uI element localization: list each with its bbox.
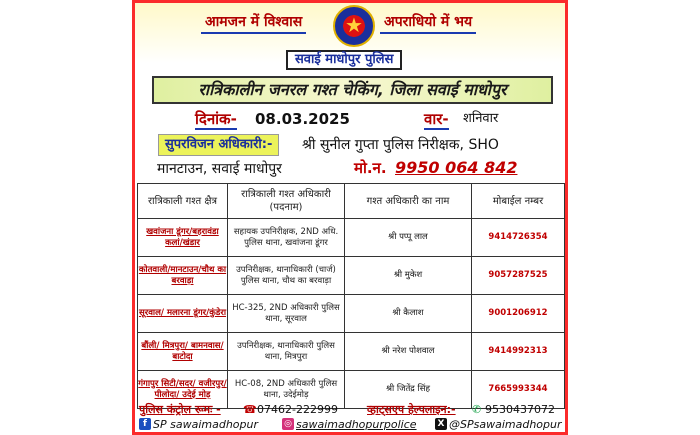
phone-icon: ☎ — [243, 403, 257, 416]
table-row — [138, 333, 565, 371]
supervisor-label: सुपरविजन अधिकारी:- — [158, 134, 279, 156]
area-cell: गंगापुर सिटी/सदर/ वजीरपुर/ पीलोदा/ उदेई मोड़ — [138, 371, 228, 409]
table-row — [138, 295, 565, 333]
control-room-label: पुलिस कंट्रोल रूमः - — [139, 403, 221, 416]
x-handle: @SPsawaimadhopur — [449, 418, 562, 431]
day-value: शनिवार — [463, 111, 499, 126]
supervisor-mobile-label: मो.न. — [354, 159, 387, 177]
officer-cell: उपनिरीक्षक, थानाधिकारी (चार्ज) पुलिस थाना, चौथ का बरवाड़ा — [228, 257, 345, 295]
patrol-table — [137, 183, 565, 409]
whatsapp-label: व्हाट्सएप हेल्पलाइन:- — [367, 403, 456, 416]
date-value: 08.03.2025 — [255, 110, 350, 128]
mobile-cell: 9001206912 — [472, 295, 565, 333]
column-header-mobile: मोबाईल नम्बर — [472, 184, 565, 219]
slogan-right: अपराधियो में भय — [380, 12, 476, 34]
area-cell: सूरवाल/ मलारना डूंगर/कुंडेरा — [138, 295, 228, 333]
supervisor-name: श्री सुनील गुप्ता पुलिस निरीक्षक, SHO — [302, 137, 499, 153]
facebook-icon: f — [139, 418, 151, 430]
column-header-area: रात्रिकाली गश्त क्षैत्र — [138, 184, 228, 219]
district-title: सवाई माधोपुर पुलिस — [286, 50, 402, 70]
poster-body — [135, 3, 565, 432]
facebook-handle: SP sawaimadhopur — [153, 418, 258, 431]
mobile-cell: 9057287525 — [472, 257, 565, 295]
table-row — [138, 257, 565, 295]
mobile-cell: 9414992313 — [472, 333, 565, 371]
officer-cell: सहायक उपनिरीक्षक, 2ND अधि. पुलिस थाना, खवांजना डूंगर — [228, 219, 345, 257]
police-emblem-icon — [333, 5, 375, 47]
day-label: वार- — [424, 110, 449, 128]
duty-poster — [132, 0, 568, 435]
column-header-officer: रात्रिकाली गश्त अधिकारी (पदनाम) — [228, 184, 345, 219]
name-cell: श्री नरेश पोशवाल — [345, 333, 472, 371]
name-cell: श्री कैलाश — [345, 295, 472, 333]
whatsapp-number: 9530437072 — [485, 403, 555, 416]
mobile-cell: 7665993344 — [472, 371, 565, 409]
whatsapp-icon: ✆ — [472, 403, 482, 416]
instagram-icon: ◎ — [282, 418, 294, 430]
officer-cell: HC-08, 2ND अधिकारी पुलिस थाना, उदेईमोड़ — [228, 371, 345, 409]
table-row — [138, 219, 565, 257]
table-header-row — [138, 184, 565, 219]
area-cell: कोतवाली/मानटाउन/चौथ का बरवाड़ा — [138, 257, 228, 295]
control-room-number: 07462-222999 — [257, 403, 338, 416]
column-header-name: गश्त अधिकारी का नाम — [345, 184, 472, 219]
patrol-banner: रात्रिकालीन जनरल गश्त चेकिंग, जिला सवाई माधोपुर — [152, 76, 553, 104]
x-icon: X — [435, 418, 447, 430]
instagram-handle: sawaimadhopurpolice — [296, 418, 417, 431]
area-cell: खवांजना डूंगर/बहरावंडा कलां/खंडार — [138, 219, 228, 257]
supervisor-mobile: 9950 064 842 — [395, 158, 518, 177]
area-cell: बौंली/ मित्रपुरा/ बामनवास/ बाटोदा — [138, 333, 228, 371]
officer-cell: उपनिरीक्षक, थानाधिकारी पुलिस थाना, मित्रपुरा — [228, 333, 345, 371]
name-cell: श्री जितेंद्र सिंह — [345, 371, 472, 409]
slogan-left: आमजन में विश्वास — [201, 12, 306, 34]
name-cell: श्री मुकेश — [345, 257, 472, 295]
mobile-cell: 9414726354 — [472, 219, 565, 257]
officer-cell: HC-325, 2ND अधिकारी पुलिस थाना, सूरवाल — [228, 295, 345, 333]
supervisor-place: मानटाउन, सवाई माधोपुर — [157, 161, 282, 177]
date-label: दिनांक- — [195, 110, 237, 128]
name-cell: श्री पप्पू लाल — [345, 219, 472, 257]
